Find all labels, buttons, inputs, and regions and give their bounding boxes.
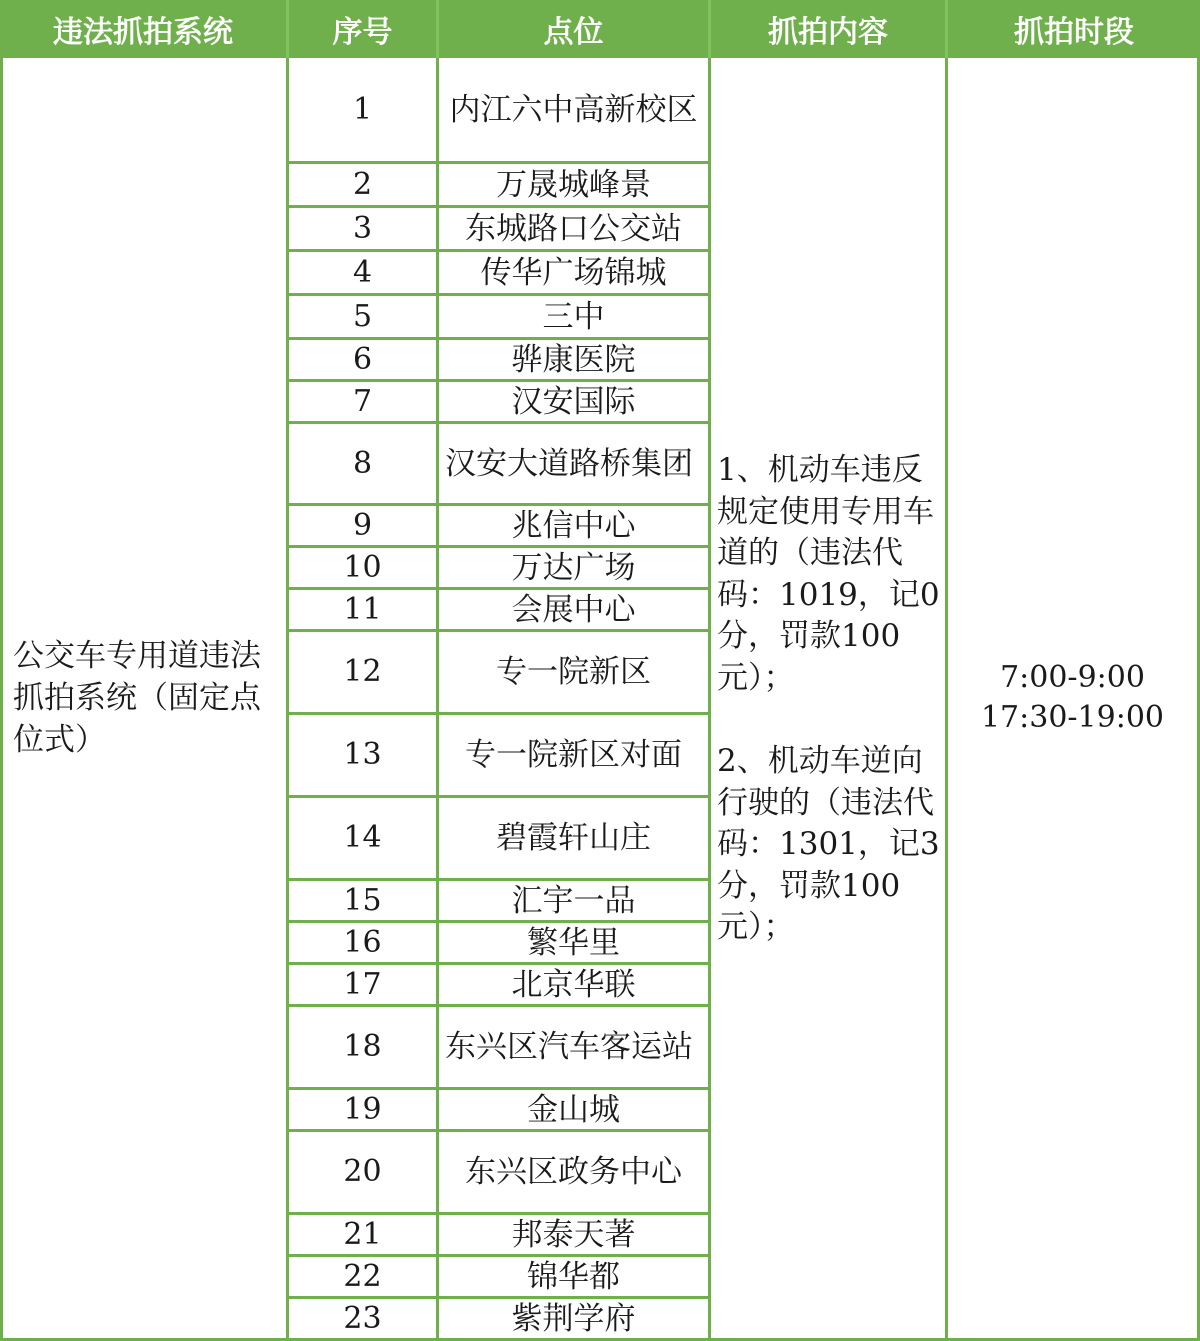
row-location: 邦泰天著 [439, 1215, 711, 1257]
row-location: 会展中心 [439, 590, 711, 632]
row-location: 专一院新区对面 [439, 715, 711, 798]
row-location: 万晟城峰景 [439, 164, 711, 208]
row-location: 锦华都 [439, 1257, 711, 1299]
row-number: 20 [289, 1132, 439, 1215]
row-location: 万达广场 [439, 548, 711, 590]
row-location: 专一院新区 [439, 632, 711, 715]
row-number: 12 [289, 632, 439, 715]
row-number: 6 [289, 340, 439, 382]
row-number: 18 [289, 1007, 439, 1090]
row-number: 19 [289, 1090, 439, 1132]
row-number: 23 [289, 1299, 439, 1341]
row-number: 15 [289, 881, 439, 923]
capture-content-cell [711, 58, 948, 1341]
row-location: 三中 [439, 296, 711, 340]
table-header [0, 0, 1200, 58]
header-content: 抓拍内容 [711, 0, 948, 58]
row-location: 东兴区汽车客运站 [439, 1007, 711, 1090]
row-number: 17 [289, 965, 439, 1007]
row-location: 东城路口公交站 [439, 208, 711, 252]
row-location: 东兴区政务中心 [439, 1132, 711, 1215]
row-number: 5 [289, 296, 439, 340]
row-number: 1 [289, 58, 439, 164]
row-location: 北京华联 [439, 965, 711, 1007]
row-location: 汇宇一品 [439, 881, 711, 923]
row-location: 汉安大道路桥集团 [439, 424, 711, 506]
row-number: 10 [289, 548, 439, 590]
header-period: 抓拍时段 [1014, 15, 1134, 50]
row-location: 传华广场锦城 [439, 252, 711, 296]
row-number: 22 [289, 1257, 439, 1299]
row-number: 13 [289, 715, 439, 798]
row-location: 汉安国际 [439, 382, 711, 424]
row-number: 8 [289, 424, 439, 506]
row-location: 内江六中高新校区 [439, 58, 711, 164]
row-location: 紫荆学府 [439, 1299, 711, 1341]
row-number: 11 [289, 590, 439, 632]
row-number: 3 [289, 208, 439, 252]
row-location: 碧霞轩山庄 [439, 798, 711, 881]
capture-period-cell [948, 58, 1200, 1341]
row-number: 4 [289, 252, 439, 296]
period-evening: 17:30-19:00 [980, 700, 1165, 735]
system-name-cell: 公交车专用道违法抓拍系统（固定点位式） [0, 58, 289, 1341]
row-number: 7 [289, 382, 439, 424]
row-number: 21 [289, 1215, 439, 1257]
row-number: 16 [289, 923, 439, 965]
header-number: 序号 [289, 0, 439, 58]
content-item: 1、机动车违反规定使用专用车道的（违法代码：1019，记0分，罚款100元）； [717, 452, 940, 696]
header-location: 点位 [439, 0, 711, 58]
row-location: 繁华里 [439, 923, 711, 965]
row-location: 兆信中心 [439, 506, 711, 548]
period-morning: 7:00-9:00 [1000, 660, 1145, 695]
row-location: 骅康医院 [439, 340, 711, 382]
row-number: 9 [289, 506, 439, 548]
row-number: 2 [289, 164, 439, 208]
row-number: 14 [289, 798, 439, 881]
row-location: 金山城 [439, 1090, 711, 1132]
header-system: 违法抓拍系统 [0, 0, 289, 58]
content-item: 2、机动车逆向行驶的（违法代码：1301，记3分，罚款100元）； [717, 743, 940, 945]
table-body [0, 58, 1200, 1336]
